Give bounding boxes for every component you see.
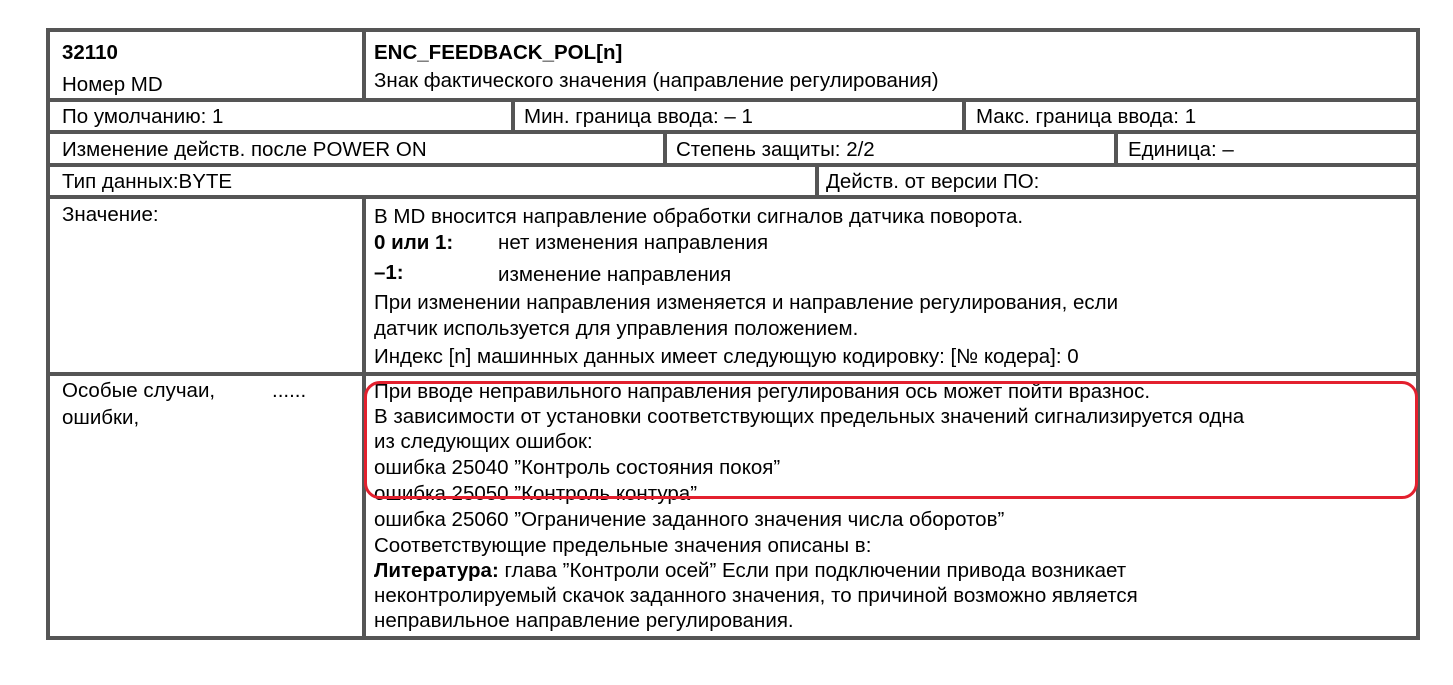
value-line: Индекс [n] машинных данных имеет следующую кодировку: [№ кодера]: 0 [374,345,1079,368]
highlight-annotation [364,381,1418,499]
option-key: 0 или 1: [374,231,454,254]
value-line: При изменении направления изменяется и направление регулирования, если [374,291,1119,314]
error-item: ошибка 25050 ”Контроль контура” [374,482,698,505]
special-line: При вводе неправильного направления регулирования ось может пойти вразнос. [374,380,1151,403]
max-input-limit: Макс. граница ввода: 1 [976,105,1197,128]
md-number-label: Номер MD [62,73,163,96]
special-line: из следующих ошибок: [374,430,593,453]
special-line: неконтролируемый скачок заданного значения, то причиной возможно является [374,584,1138,607]
column-divider [815,163,819,199]
option-key: –1: [374,261,404,284]
data-type: Тип данных:BYTE [62,170,233,193]
special-cases-dots: ...... [272,379,307,402]
value-label: Значение: [62,203,159,226]
column-divider [663,130,667,167]
special-cases-label: Особые случаи, [62,379,216,402]
value-line: В MD вносится направление обработки сигналов датчика поворота. [374,205,1024,228]
row-divider [46,372,1420,376]
literature-text: глава ”Контроли осей” Если при подключении привода возникает [498,559,1127,582]
row-divider [46,195,1420,199]
column-divider [511,98,515,134]
table-border-left [46,28,50,640]
literature-label: Литература: [374,559,499,582]
row-divider [46,130,1420,134]
min-input-limit: Мин. граница ввода: – 1 [524,105,753,128]
unit: Единица: – [1128,138,1234,161]
param-name: ENC_FEEDBACK_POL[n] [374,41,623,64]
special-line: Соответствующие предельные значения описаны в: [374,534,872,557]
param-description: Знак фактического значения (направление регулирования) [374,69,939,92]
error-item: ошибка 25040 ”Контроль состояния покоя” [374,456,781,479]
row-divider [46,163,1420,167]
protection-level: Степень защиты: 2/2 [676,138,875,161]
value-line: датчик используется для управления положением. [374,317,859,340]
error-item: ошибка 25060 ”Ограничение заданного значения числа оборотов” [374,508,1005,531]
column-divider [362,28,366,102]
column-divider [962,98,966,134]
option-value: изменение направления [498,263,732,286]
default-value: По умолчанию: 1 [62,105,224,128]
table-border-top [46,28,1420,32]
row-divider [46,98,1420,102]
column-divider [1114,130,1118,167]
table-border-right [1416,28,1420,640]
literature-line [374,558,1126,583]
special-line: В зависимости от установки соответствующих предельных значений сигнализируется одна [374,405,1245,428]
special-line: неправильное направление регулирования. [374,609,794,632]
change-effect: Изменение действ. после POWER ON [62,138,427,161]
errors-label: ошибки, [62,406,140,429]
software-version: Действ. от версии ПО: [826,170,1040,193]
table-border-bottom [46,636,1420,640]
md-number: 32110 [62,41,118,64]
option-value: нет изменения направления [498,231,769,254]
md-table [46,28,1420,640]
